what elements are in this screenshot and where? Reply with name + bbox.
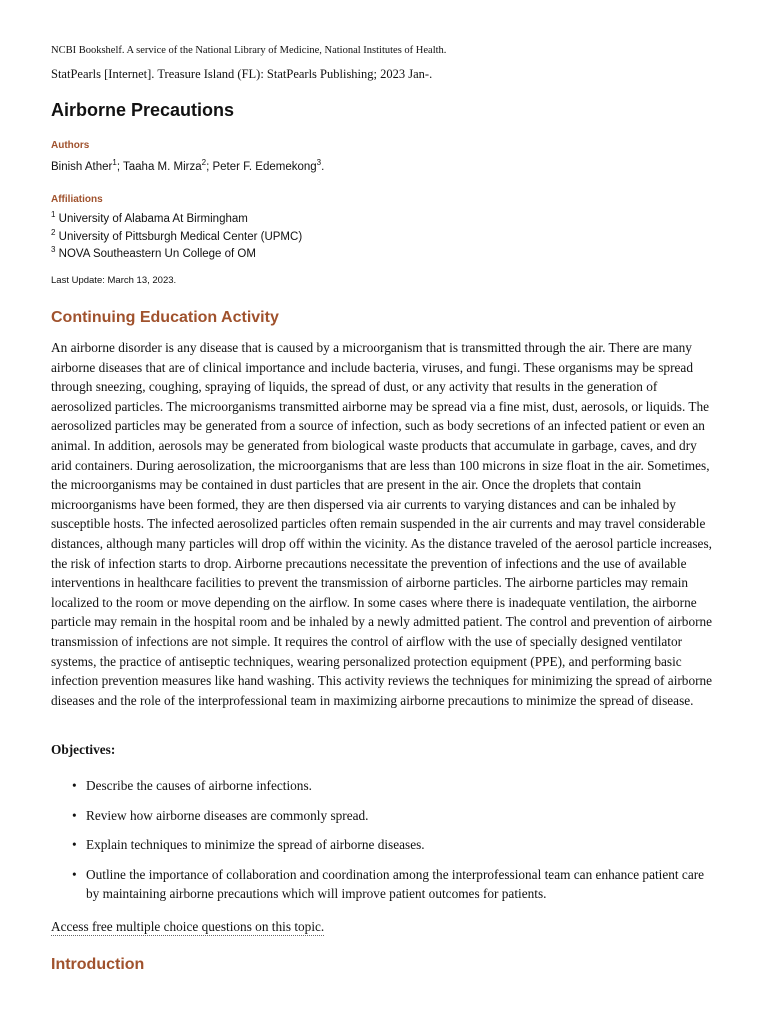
author-name[interactable]: Binish Ather (51, 161, 113, 173)
bullet-icon: • (72, 778, 77, 793)
activity-paragraph: An airborne disorder is any disease that is caused by a microorganism that is transmitted through the air. There are many airborne diseases that are of clinical importance and include bacteria, viruses, and fungi. These organisms may be spread through sneezing, coughing, spraying of liquids, the spread of dust, or any activity that results in the generation of aerosolized particles. The microorganisms transmitted airborne may be spread via a fine mist, dust, aerosols, or liquids. The aerosolized particles may be generated from a source of infection, such as body secretions of an infected patient or even an animal. In addition, aerosols may be generated from biological waste products that accumulate in garbage, caves, and dry arid containers. During aerosolization, the microorganisms that are less than 100 microns in size float in the air. Sometimes, the microorganisms may be contained in dust particles that are present in the air. Once the droplets that contain microorganisms have been formed, they are then dispersed via air currents to varying distances and can be inhaled by susceptible hosts. The infected aerosolized particles often remain suspended in the air currents and may travel considerable distances, although many particles will drop off within the vicinity. As the distance traveled of the aerosol particle increases, the risk of infection starts to drop. Airborne precautions necessitate the prevention of infections and the use of available interventions in healthcare facilities to prevent the transmission of airborne particles. The airborne particles may remain localized to the room or move depending on the airflow. In some cases where there is inadequate ventilation, the airborne particle may remain in the hospital room and be inhaled by a newly admitted patient. The control and prevention of airborne transmission of infections are not simple. It requires the control of airflow with the use of specially designed ventilator systems, the practice of antiseptic techniques, wearing personalized protection equipment (PPE), and performing basic infection prevention measures like hand washing. This activity reviews the techniques for minimizing the spread of airborne diseases and the role of the interprofessional team in maximizing airborne precautions to minimize the spread of disease. (51, 340, 713, 708)
author-separator: . (321, 161, 325, 173)
objective-item (51, 835, 716, 855)
affiliation-text: University of Pittsburgh Medical Center (UPMC) (58, 230, 303, 243)
page-title: Airborne Precautions (51, 100, 235, 120)
affiliation-number: 3 (51, 245, 56, 255)
affiliations-list (51, 210, 303, 266)
objectives-list (51, 776, 716, 914)
author-name[interactable]: Peter F. Edemekong (212, 161, 317, 173)
affiliation-text: University of Alabama At Birmingham (58, 213, 248, 225)
objective-item (51, 865, 716, 904)
author-separator: ; (116, 161, 124, 173)
objectives-label: Objectives: (51, 742, 116, 757)
affiliation-number: 2 (51, 227, 56, 237)
author-separator: ; (206, 161, 213, 173)
affiliation-number: 1 (51, 210, 56, 220)
bullet-icon: • (72, 807, 77, 823)
citation-line: StatPearls [Internet]. Treasure Island (FL): StatPearls Publishing; 2023 Jan-. (51, 67, 433, 81)
bullet-icon: • (72, 866, 77, 882)
section-heading-introduction: Introduction (51, 956, 145, 973)
objective-text: Review how airborne diseases are commonly spread. (86, 807, 369, 823)
last-update: Last Update: March 13, 2023. (51, 275, 177, 286)
affiliation-text: NOVA Southeastern Un College of OM (58, 248, 256, 260)
objective-text: Describe the causes of airborne infections. (86, 778, 312, 793)
bullet-icon: • (72, 837, 77, 853)
authors-heading: Authors (51, 140, 90, 151)
bookshelf-header: NCBI Bookshelf. A service of the National Library of Medicine, National Institutes of Health. (51, 45, 447, 56)
author-affiliation-ref[interactable]: 1 (112, 158, 117, 168)
section-heading-continuing-education: Continuing Education Activity (51, 309, 279, 326)
affiliation-item (51, 245, 302, 266)
objective-item (51, 806, 716, 826)
objective-item (51, 776, 716, 796)
objective-text: Outline the importance of collaboration and coordination among the interprofessional team can enhance patient care by maintaining airborne precautions which will improve patient outcomes for patients. (86, 866, 705, 902)
affiliation-item (51, 227, 303, 249)
authors-list (51, 158, 325, 173)
author-affiliation-ref[interactable]: 3 (316, 158, 322, 168)
affiliation-item (51, 210, 302, 231)
affiliations-heading: Affiliations (51, 194, 103, 205)
objective-text: Explain techniques to minimize the spread of airborne diseases. (86, 837, 425, 853)
author-name[interactable]: Taaha M. Mirza (123, 161, 202, 173)
author-affiliation-ref[interactable]: 2 (201, 158, 207, 168)
mcq-access-link[interactable]: Access free multiple choice questions on this topic. (51, 919, 325, 934)
